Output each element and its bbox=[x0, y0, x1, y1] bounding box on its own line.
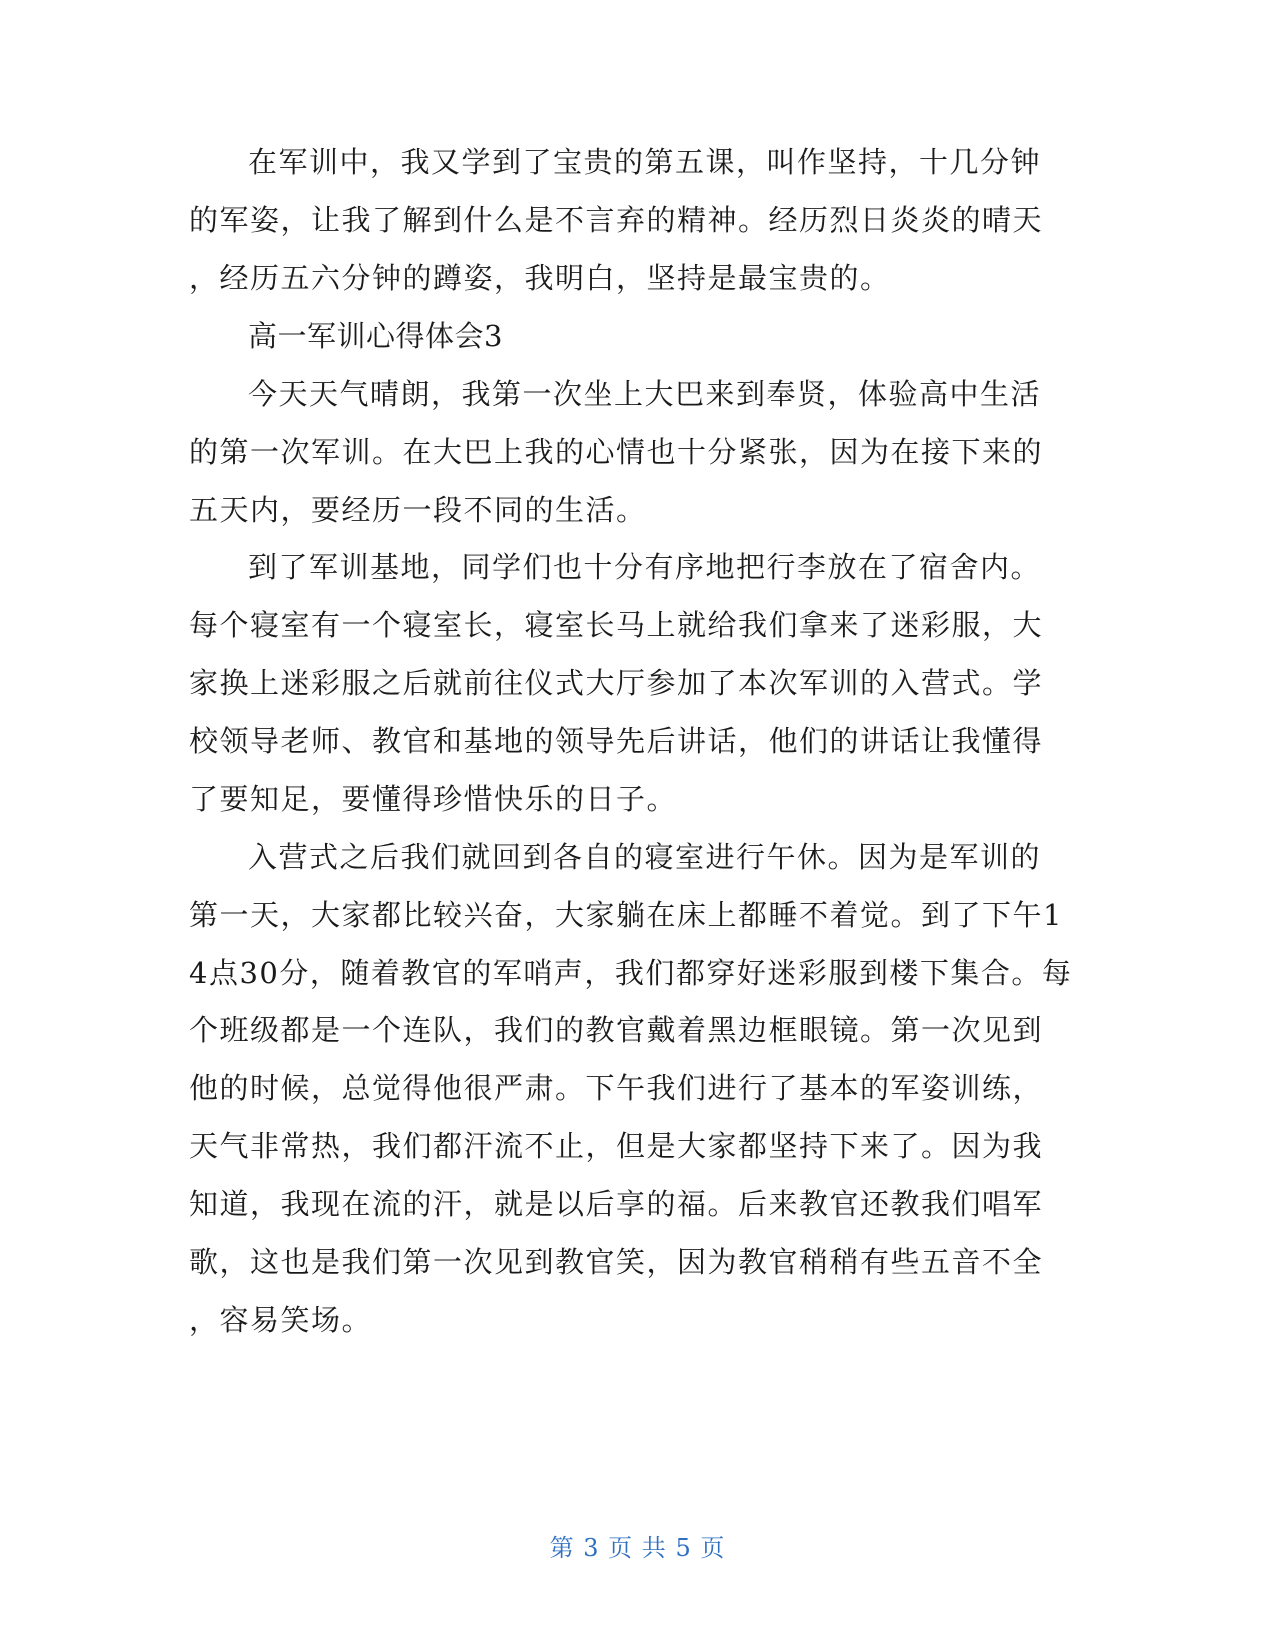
paragraph-4-line-5: 他的时候，总觉得他很严肃。下午我们进行了基本的军姿训练， bbox=[189, 1071, 1044, 1105]
paragraph-3-line-5: 了要知足，要懂得珍惜快乐的日子。 bbox=[189, 782, 678, 816]
paragraph-3-line-4: 校领导老师、教官和基地的领导先后讲话，他们的讲话让我懂得 bbox=[189, 724, 1044, 758]
paragraph-1-line-2: 的军姿，让我了解到什么是不言弃的精神。经历烈日炎炎的晴天 bbox=[189, 203, 1044, 237]
paragraph-3-line-3: 家换上迷彩服之后就前往仪式大厅参加了本次军训的入营式。学 bbox=[189, 666, 1044, 700]
paragraph-4-line-4: 个班级都是一个连队，我们的教官戴着黑边框眼镜。第一次见到 bbox=[189, 1013, 1044, 1047]
paragraph-4-line-7: 知道，我现在流的汗，就是以后享的福。后来教官还教我们唱军 bbox=[189, 1187, 1044, 1221]
section-heading: 高一军训心得体会3 bbox=[248, 319, 503, 353]
paragraph-2-line-1: 今天天气晴朗，我第一次坐上大巴来到奉贤，体验高中生活 bbox=[248, 377, 1042, 411]
paragraph-4-line-6: 天气非常热，我们都汗流不止，但是大家都坚持下来了。因为我 bbox=[189, 1129, 1044, 1163]
paragraph-3-line-2: 每个寝室有一个寝室长，寝室长马上就给我们拿来了迷彩服，大 bbox=[189, 608, 1044, 642]
paragraph-4-line-1: 入营式之后我们就回到各自的寝室进行午休。因为是军训的 bbox=[248, 840, 1042, 874]
paragraph-3-line-1: 到了军训基地，同学们也十分有序地把行李放在了宿舍内。 bbox=[248, 550, 1042, 584]
paragraph-4-line-2: 第一天，大家都比较兴奋，大家躺在床上都睡不着觉。到了下午1 bbox=[189, 898, 1063, 932]
paragraph-2-line-2: 的第一次军训。在大巴上我的心情也十分紧张，因为在接下来的 bbox=[189, 435, 1044, 469]
paragraph-4-line-8: 歌，这也是我们第一次见到教官笑，因为教官稍稍有些五音不全 bbox=[189, 1245, 1044, 1279]
paragraph-1-line-3: ，经历五六分钟的蹲姿，我明白，坚持是最宝贵的。 bbox=[189, 261, 891, 295]
paragraph-2-line-3: 五天内，要经历一段不同的生活。 bbox=[189, 493, 647, 527]
paragraph-4-line-3: 4点30分，随着教官的军哨声，我们都穿好迷彩服到楼下集合。每 bbox=[189, 956, 1073, 990]
paragraph-1-line-1: 在军训中，我又学到了宝贵的第五课，叫作坚持，十几分钟 bbox=[248, 145, 1042, 179]
paragraph-4-line-9: ，容易笑场。 bbox=[189, 1303, 373, 1337]
page-number-footer: 第 3 页 共 5 页 bbox=[549, 1534, 726, 1562]
